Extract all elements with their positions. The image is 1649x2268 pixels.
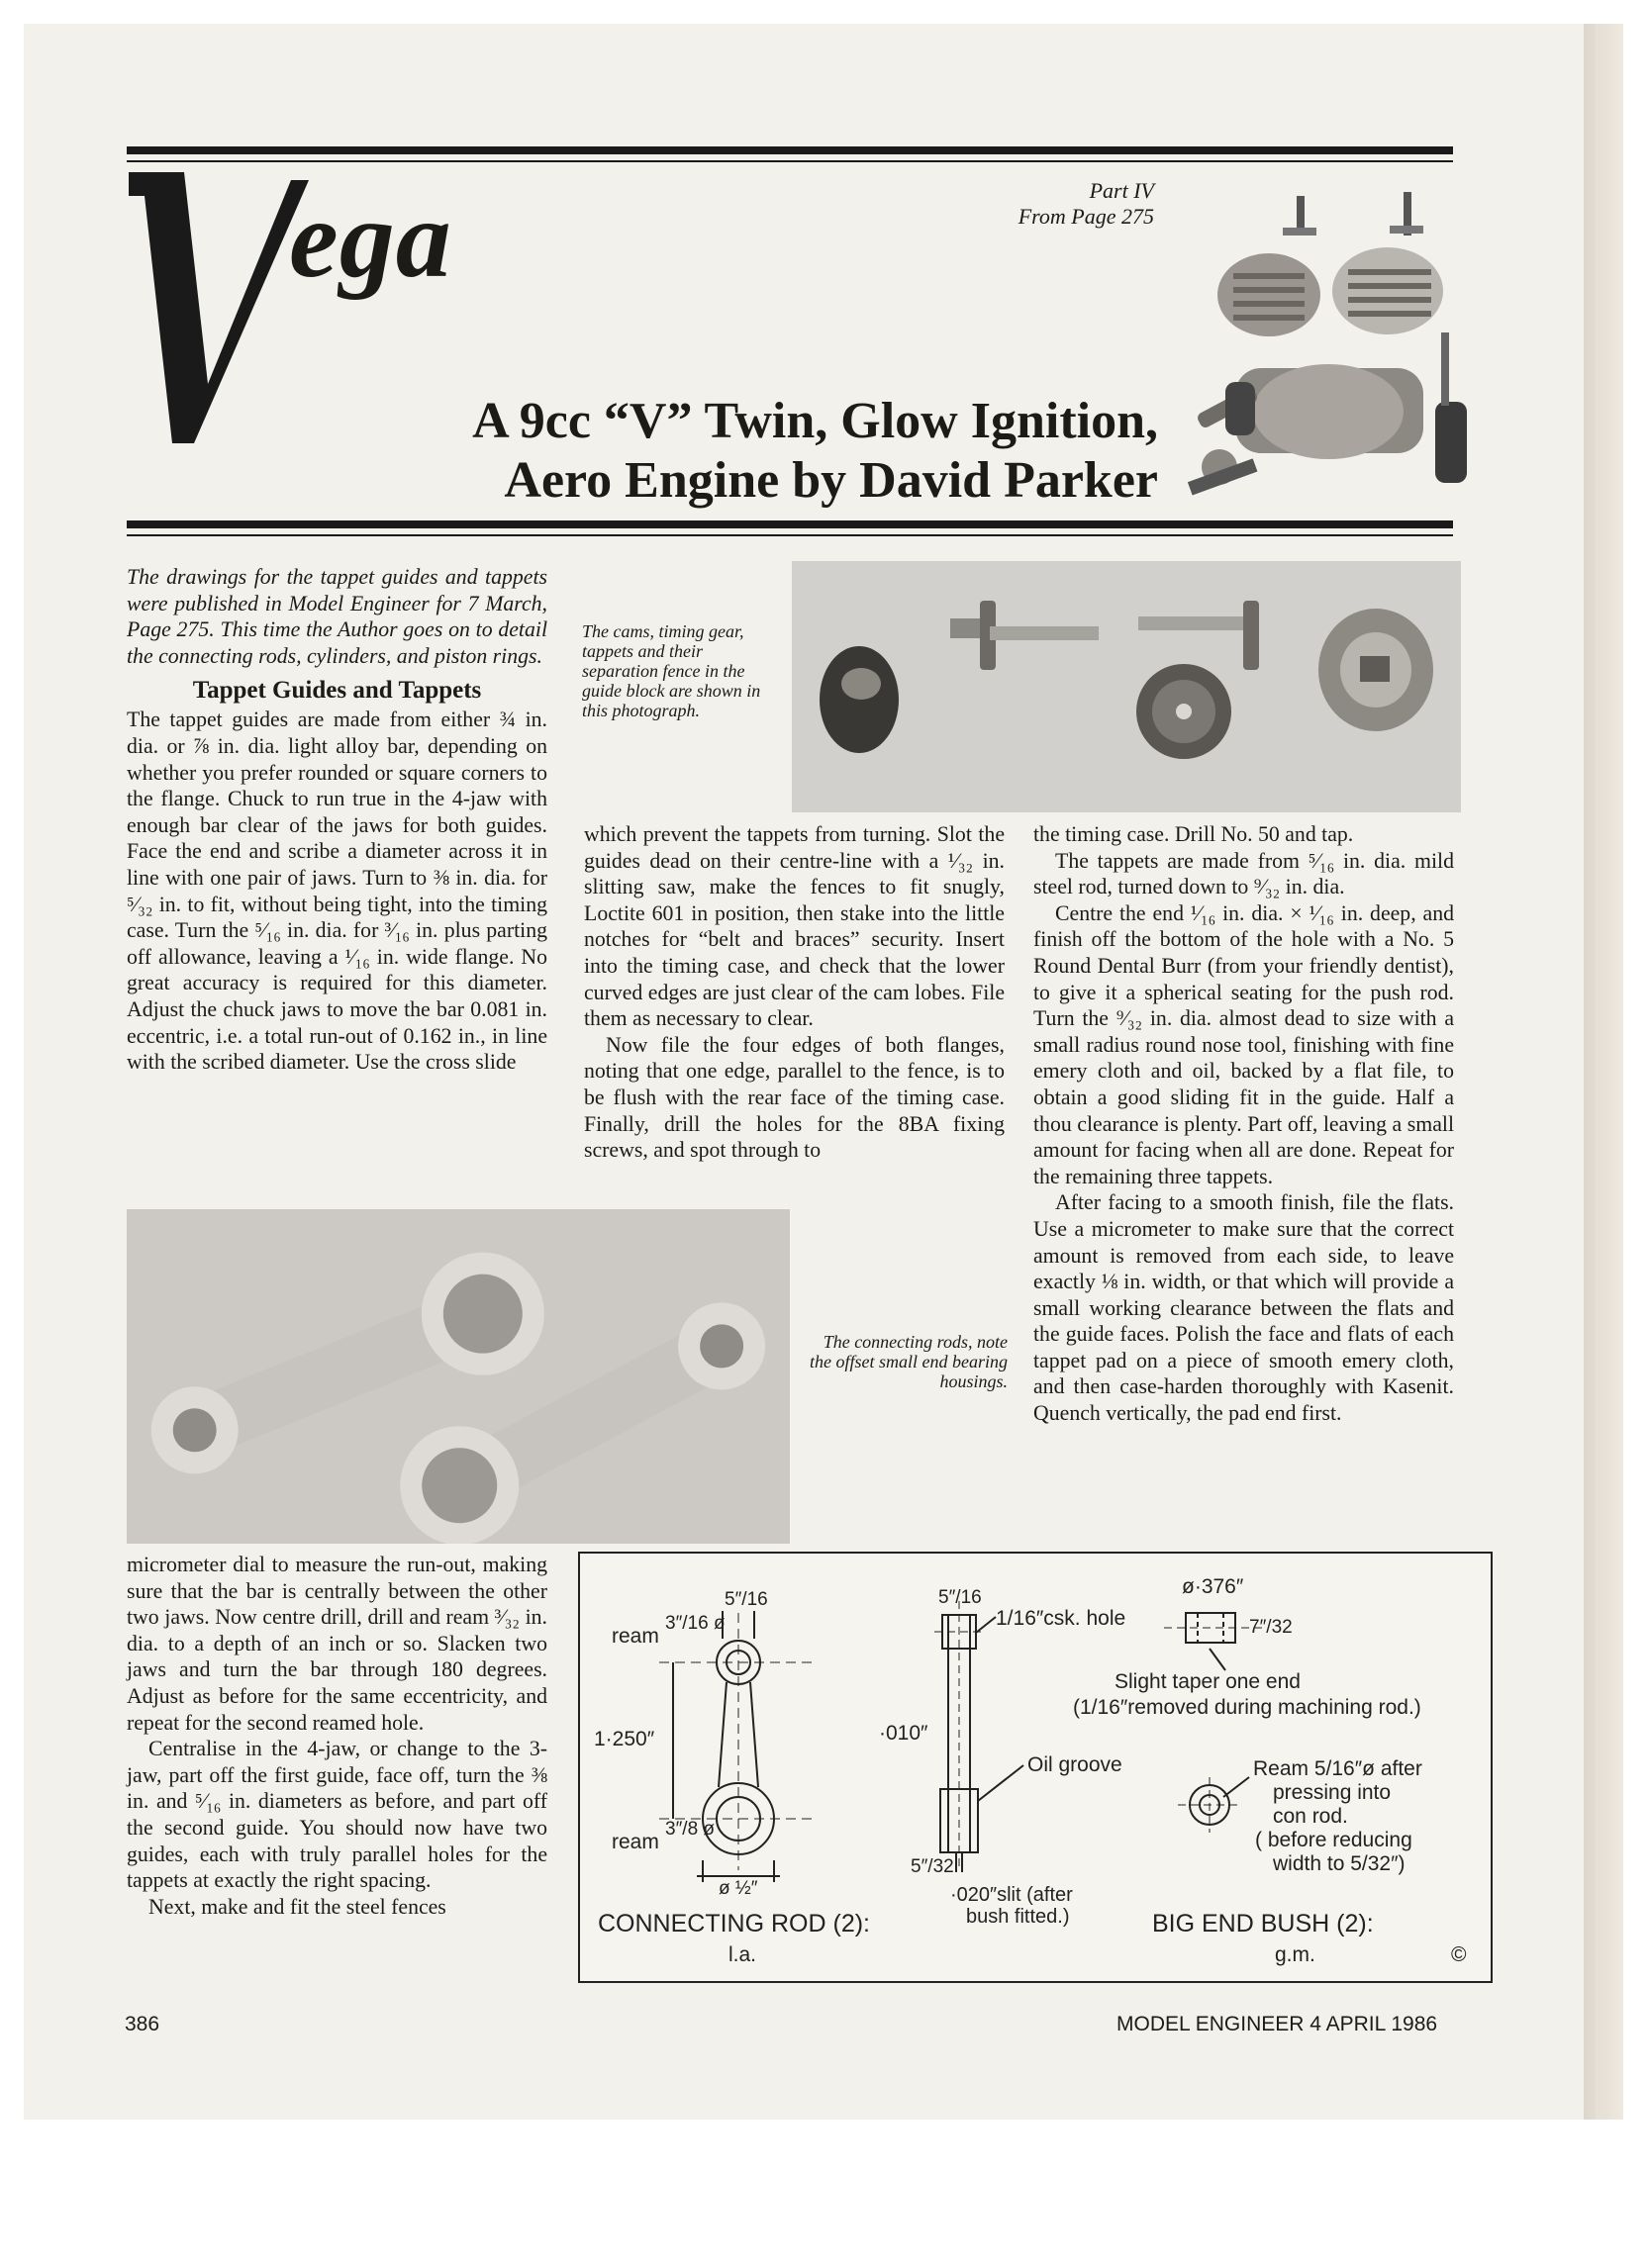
note-taper-2: (1/16″removed during machining rod.)	[1073, 1696, 1421, 1719]
dim-ream-top-label: ream	[612, 1625, 659, 1648]
copyright-mark: ©	[1451, 1943, 1467, 1966]
note-ream-1: Ream 5/16″ø after	[1253, 1757, 1422, 1780]
dim-ream-top: 3″/16 ø	[665, 1613, 726, 1634]
note-taper: Slight taper one end	[1115, 1670, 1301, 1693]
dim-ream-bottom-label: ream	[612, 1831, 659, 1853]
connecting-rods-illustration	[127, 1209, 790, 1544]
connecting-rod-material: l.a.	[728, 1943, 757, 1966]
col3-paragraph-3: Centre the end ¹⁄₁₆ in. dia. × ¹⁄₁₆ in. deep, and finish off the bottom of the hole with a No. 5 Round Dental Burr (from your friendly dentist), to give it a spherical seating for the push rod. Turn the ⁹⁄₃₂ in. dia. almost dead to size with a small radius round nose tool, finishing with fine emery cloth and oil, backed by a flat file, to obtain a good sliding fit in the guide. Half a thou clearance is plenty. Part off, leaving a small amount for facing when all are done. Repeat for the remaining three tappets.	[1033, 900, 1454, 1188]
rods-photo-caption: The connecting rods, note the offset small end bearing housings.	[810, 1332, 1008, 1391]
col2-paragraph-1: which prevent the tappets from turning. Slot the guides dead on their centre-line with a ¹⁄₃₂ in. slitting saw, make the fences to fit snugly, Loctite 601 in position, then stake into the little notches for “belt and braces” security. Insert into the timing case, and check that the lower curved edges are just clear of the cam lobes. File them as necessary to clear.	[584, 822, 1005, 1031]
col3-paragraph-4: After facing to a smooth finish, file the flats. Use a micrometer to make sure that the correct amount is removed from each side, to leave exactly ⅛ in. width, or that which will provide a small working clearance between the flats and the guide faces. Polish the face and flats of each tappet pad on a piece of smooth emery cloth, and then case-harden thoroughly with Kasenit. Quench vertically, the pad end first.	[1033, 1190, 1454, 1426]
note-ream-5: width to 5/32″)	[1273, 1852, 1406, 1875]
column-2	[584, 821, 1005, 1164]
vega-logo-text: ega	[289, 178, 452, 301]
technical-drawing	[578, 1552, 1493, 1983]
col2-paragraph-2: Now file the four edges of both flanges, noting that one edge, parallel to the fence, is to be flush with the rear face of the timing case. Finally, drill the holes for the 8BA fixing screws, and spot through to	[584, 1032, 1005, 1163]
dim-ream-bottom: 3″/8 ø	[665, 1819, 716, 1840]
from-page: From Page 275	[1018, 204, 1154, 229]
dim-bottom-dia: ø ½″	[719, 1878, 758, 1899]
dim-bush-length: 7″/32	[1249, 1617, 1293, 1638]
column-1-bottom	[127, 1552, 547, 1920]
header-rule-top-thin	[127, 160, 1453, 162]
magazine-issue: MODEL ENGINEER 4 APRIL 1986	[1116, 2013, 1438, 2035]
dim-length: 1·250″	[594, 1728, 655, 1750]
connecting-rod-title: CONNECTING ROD (2):	[598, 1910, 870, 1937]
column-1-top	[127, 564, 547, 1076]
column-3	[1033, 821, 1454, 1427]
big-end-bush-title: BIG END BUSH (2):	[1152, 1910, 1374, 1937]
engine-photo	[1180, 174, 1477, 526]
section-heading: Tappet Guides and Tappets	[192, 677, 482, 705]
note-slit: ·020″slit (after	[950, 1884, 1073, 1906]
dim-top-width: 5″/16	[725, 1589, 768, 1610]
note-ream-2: pressing into	[1273, 1781, 1392, 1804]
cams-tappets-photo	[792, 561, 1461, 812]
header-rule-top	[127, 146, 1453, 154]
col3-paragraph-2: The tappets are made from ⁵⁄₁₆ in. dia. mild steel rod, turned down to ⁹⁄₃₂ in. dia.	[1033, 848, 1454, 899]
note-ream-4: ( before reducing	[1255, 1829, 1412, 1851]
big-end-bush-material: g.m.	[1275, 1943, 1315, 1966]
col3-paragraph-1: the timing case. Drill No. 50 and tap.	[1033, 822, 1354, 846]
header-rule-bottom-thin	[127, 534, 1453, 536]
page-edge-shadow	[1584, 24, 1623, 2120]
col1-paragraph-2: Centralise in the 4-jaw, or change to the 3-jaw, part off the first guide, face off, turn the ⅜ in. and ⁵⁄₁₆ in. diameters as before, and part off the second guide. You should now have two guides, each with truly parallel holes for the tappets at exactly the right spacing.	[127, 1737, 547, 1893]
col1-paragraph-1: The tappet guides are made from either ¾ in. dia. or ⅞ in. dia. light alloy bar, depending on whether you prefer rounded or square corners to the flange. Chuck to run true in the 4-jaw with enough bar clear of the jaws for both guides. Face the end and scribe a diameter across it in line with one pair of jaws. Turn to ⅜ in. dia. for ⁵⁄₃₂ in. to fit, without being tight, into the timing case. Turn the ⁵⁄₁₆ in. dia. for ³⁄₁₆ in. plus parting off allowance, leaving a ¹⁄₁₆ in. wide flange. No great accuracy is required for this diameter. Adjust the chuck jaws to move the bar 0.081 in. eccentric, i.e. a total run-out of 0.162 in., in line with the scribed diameter. Use the cross slide	[127, 708, 547, 1075]
headline-line-1: A 9cc “V” Twin, Glow Ignition,	[472, 393, 1158, 449]
note-slit-2: bush fitted.)	[966, 1906, 1070, 1928]
note-csk-hole: 1/16″csk. hole	[996, 1607, 1126, 1630]
col1-paragraph-3: Next, make and fit the steel fences	[148, 1894, 446, 1919]
page-binding	[1596, 24, 1603, 2120]
cams-photo-caption: The cams, timing gear, tappets and their separation fence in the guide block are shown in this photograph.	[582, 621, 761, 720]
part-label	[1018, 178, 1154, 230]
dim-bush-dia: ø·376″	[1182, 1575, 1244, 1598]
dim-offset: ·010″	[879, 1722, 928, 1745]
cams-tappets-illustration	[792, 561, 1461, 812]
note-ream-3: con rod.	[1273, 1805, 1348, 1828]
headline-line-2: Aero Engine by David Parker	[504, 452, 1158, 509]
note-oil-groove: Oil groove	[1027, 1753, 1122, 1776]
vega-logo-v	[125, 166, 313, 445]
connecting-rods-photo	[127, 1209, 790, 1544]
dim-side-bottom: 5″/32	[911, 1856, 954, 1877]
intro-paragraph: The drawings for the tappet guides and tappets were published in Model Engineer for 7 March, Page 275. This time the Author goes on to detail the connecting rods, cylinders, and piston rings.	[127, 565, 547, 668]
part-number: Part IV	[1089, 178, 1154, 203]
page-number: 386	[125, 2013, 160, 2035]
col1-paragraph-1-cont: micrometer dial to measure the run-out, making sure that the bar is centrally between the other two jaws. Now centre drill, drill and ream ³⁄₃₂ in. dia. to a depth of an inch or so. Slacken two jaws and turn the bar through 180 degrees. Adjust as before for the same eccentricity, and repeat for the second reamed hole.	[127, 1553, 547, 1735]
dim-side-top: 5″/16	[938, 1587, 982, 1608]
